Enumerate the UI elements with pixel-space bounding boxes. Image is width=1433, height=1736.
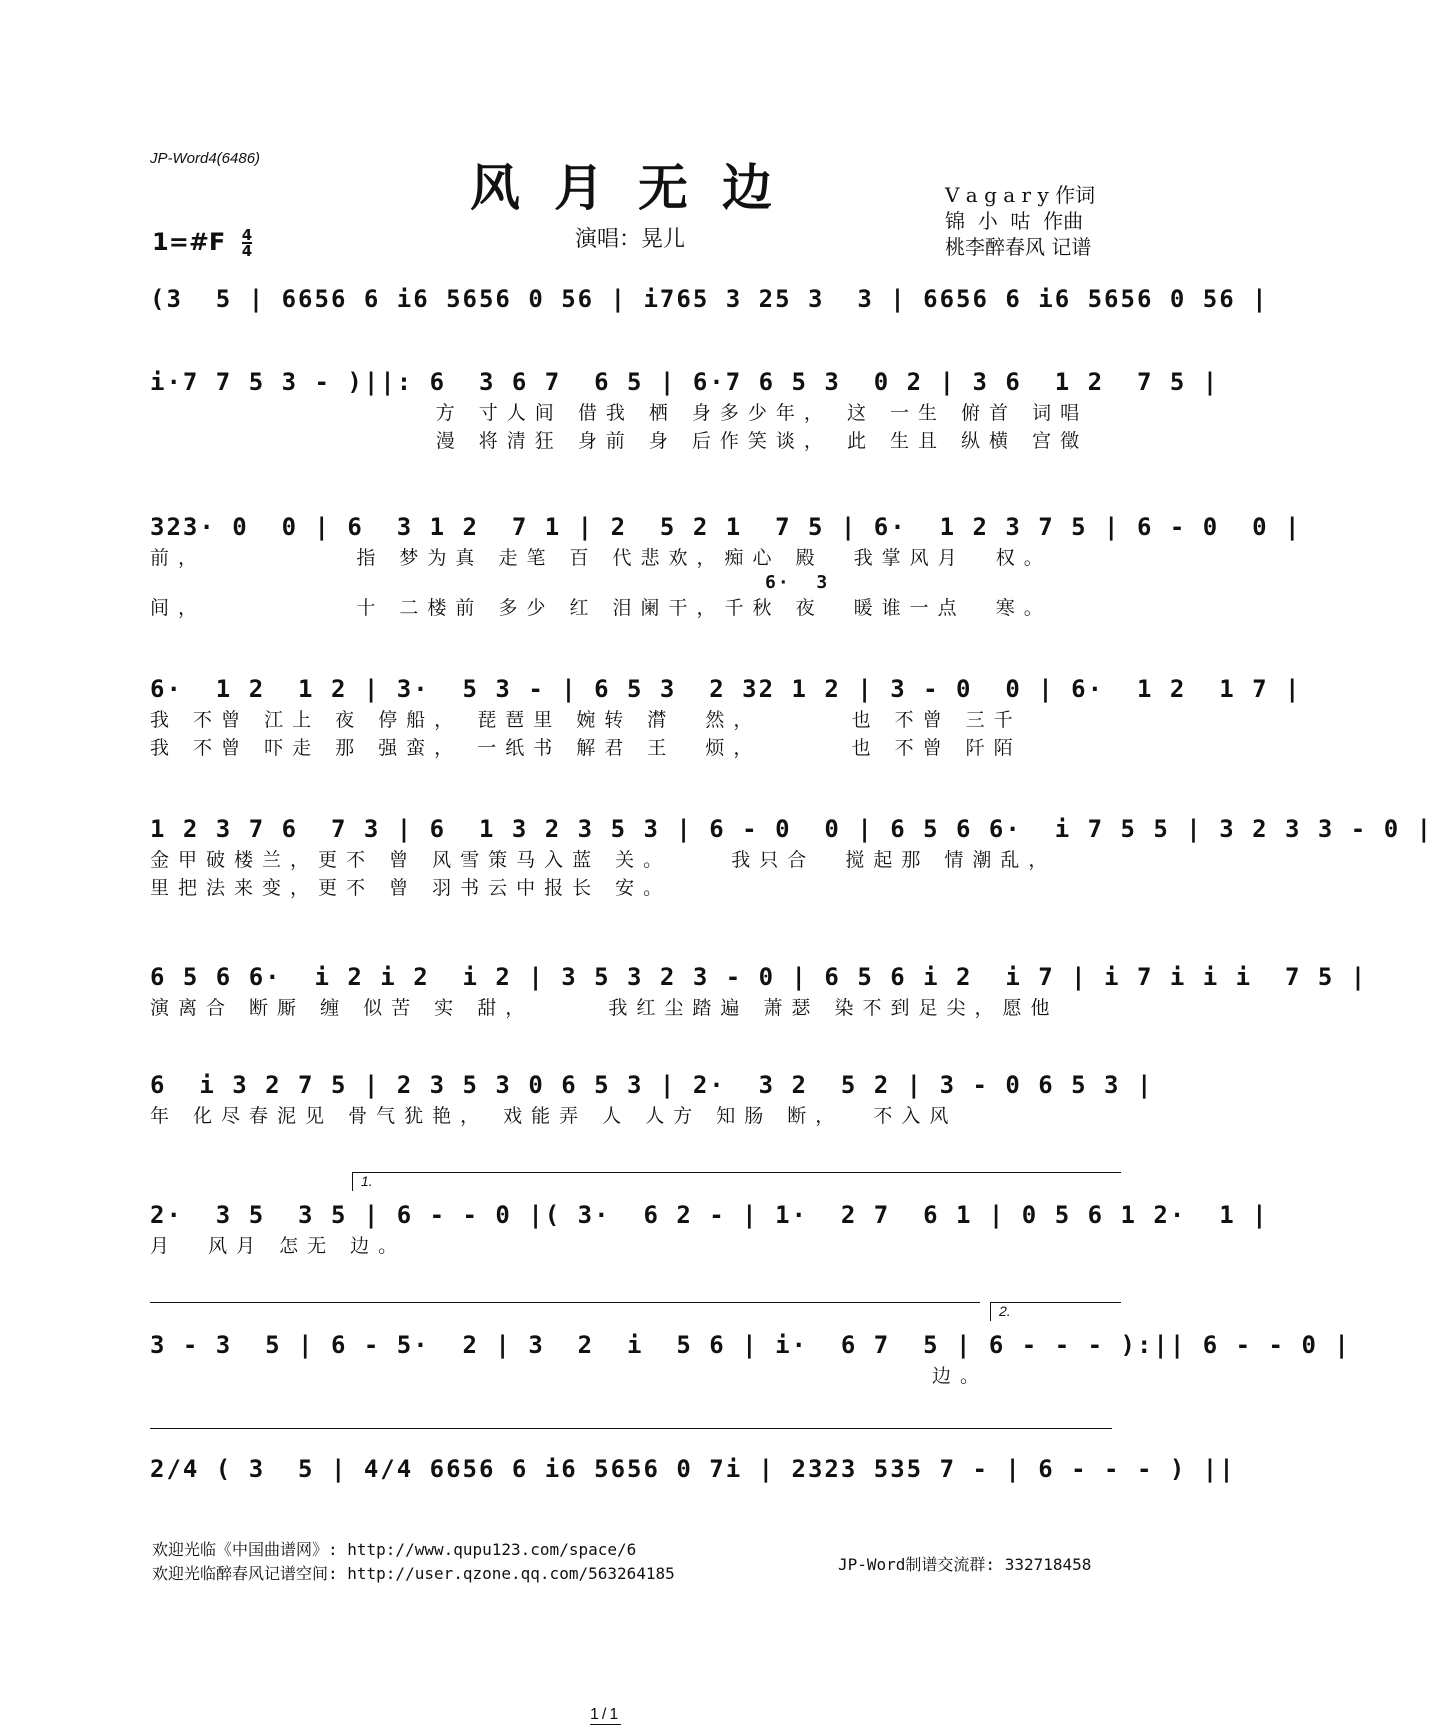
lyricist: V a g a r y 作词 [945,183,1096,207]
score-system-4 [150,672,1302,762]
page-number: 1/1 [590,1706,622,1723]
notation-line: 2/4 ( 3 5 | 4/4 6656 6 i6 5656 0 7i | 2323 535 7 - | 6 - - - ) || [150,1455,1236,1483]
performer: 演唱：晃儿 [575,227,686,252]
notation-line: 2· 3 5 3 5 | 6 - - 0 |( 3· 6 2 - | 1· 2 7 6 1 | 0 5 6 1 2· 1 | [150,1201,1269,1229]
lyric-verse-1: 年 化尽春泥见 骨气犹艳， 戏能弄 人 人方 知肠 断， 不入风 [150,1105,958,1127]
notation-line: (3 5 | 6656 6 i6 5656 0 56 | i765 3 25 3 3 | 6656 6 i6 5656 0 56 | [150,285,1269,313]
score-system-7 [150,1068,1154,1130]
volta-bracket-1: 1. [352,1172,1121,1191]
score-system-1 [150,282,1269,316]
score-system-8 [150,1198,1269,1260]
lyric-verse-2: 间， 十 二楼前 多少 红 泪阑干，千秋 夜 暖谁一点 寒。 [150,597,1052,619]
notation-line: 6 5 6 6· i 2 i 2 i 2 | 3 5 3 2 3 - 0 | 6 5 6 i 2 i 7 | i 7 i i i 7 5 | [150,963,1368,991]
time-numerator: 4 [241,226,253,244]
notation-line: 6· 1 2 1 2 | 3· 5 3 - | 6 5 3 2 32 1 2 | 3 - 0 0 | 6· 1 2 1 7 | [150,675,1302,703]
lyric-verse-2: 我 不曾 吓走 那 强蛮， 一纸书 解君 王 烦， 也 不曾 阡陌 [150,737,1022,759]
volta-bracket-2: 2. [990,1302,1121,1321]
software-label: JP-Word4(6486) [150,150,261,167]
key-name: #F [188,228,226,256]
key-signature [152,228,252,258]
footer-links [152,1538,675,1586]
lyric-verse-1: 方 寸人间 借我 栖 身多少年， 这 一生 俯首 词唱 [150,402,1089,424]
group-info: JP-Word制谱交流群: 332718458 [838,1555,1092,1574]
score-system-3 [150,510,1302,622]
score-system-5 [150,812,1433,902]
footer-link-1[interactable]: 欢迎光临《中国曲谱网》: http://www.qupu123.com/space/6 [152,1540,637,1559]
lyric-verse-1: 边。 [150,1365,989,1387]
song-title: 风月无边 [470,158,806,217]
footer-link-2[interactable]: 欢迎光临醉春风记谱空间: http://user.qzone.qq.com/563264185 [152,1564,675,1583]
credits [945,182,1095,260]
volta-line [150,1302,980,1303]
notation-line: 3 - 3 5 | 6 - 5· 2 | 3 2 i 5 6 | i· 6 7 5 | 6 - - - ):|| 6 - - 0 | [150,1331,1351,1359]
ossia-notes: 6· 3 [765,572,830,593]
time-denominator: 4 [241,242,253,260]
lyric-verse-1: 前， 指 梦为真 走笔 百 代悲欢，痴心 殿 我掌风月 权。 [150,547,1052,569]
key-prefix: 1= [152,228,189,256]
notation-line: 323· 0 0 | 6 3 1 2 7 1 | 2 5 2 1 7 5 | 6· 1 2 3 7 5 | 6 - 0 0 | [150,513,1302,541]
notation-line: 6 i 3 2 7 5 | 2 3 5 3 0 6 5 3 | 2· 3 2 5 2 | 3 - 0 6 5 3 | [150,1071,1154,1099]
score-system-6 [150,960,1368,1022]
lyric-verse-1: 演离合 断厮 缠 似苦 实 甜， 我红尘踏遍 萧瑟 染不到足尖，愿他 [150,997,1059,1019]
transcriber: 桃李醉春风 记谱 [945,235,1092,259]
lyric-verse-1: 金甲破楼兰，更不 曾 风雪策马入蓝 关。 我只合 搅起那 情潮乱， [150,849,1057,871]
notation-line: i·7 7 5 3 - )||: 6 3 6 7 6 5 | 6·7 6 5 3 0 2 | 3 6 1 2 7 5 | [150,368,1220,396]
time-signature [242,228,252,258]
lyric-verse-1: 月 风月 怎无 边。 [150,1235,407,1257]
score-system-10 [150,1452,1236,1486]
lyric-verse-2: 里把法来变，更不 曾 羽书云中报长 安。 [150,877,672,899]
notation-line: 1 2 3 7 6 7 3 | 6 1 3 2 3 5 3 | 6 - 0 0 | 6 5 6 6· i 7 5 5 | 3 2 3 3 - 0 | [150,815,1433,843]
lyric-verse-1: 我 不曾 江上 夜 停船， 琵琶里 婉转 潸 然， 也 不曾 三千 [150,709,1022,731]
score-system-9 [150,1328,1351,1390]
coda-line [150,1428,1112,1429]
score-system-2 [150,365,1220,455]
composer: 锦 小 咕 作曲 [945,209,1084,233]
lyric-verse-2: 漫 将清狂 身前 身 后作笑谈， 此 生且 纵横 宫徵 [150,430,1089,452]
